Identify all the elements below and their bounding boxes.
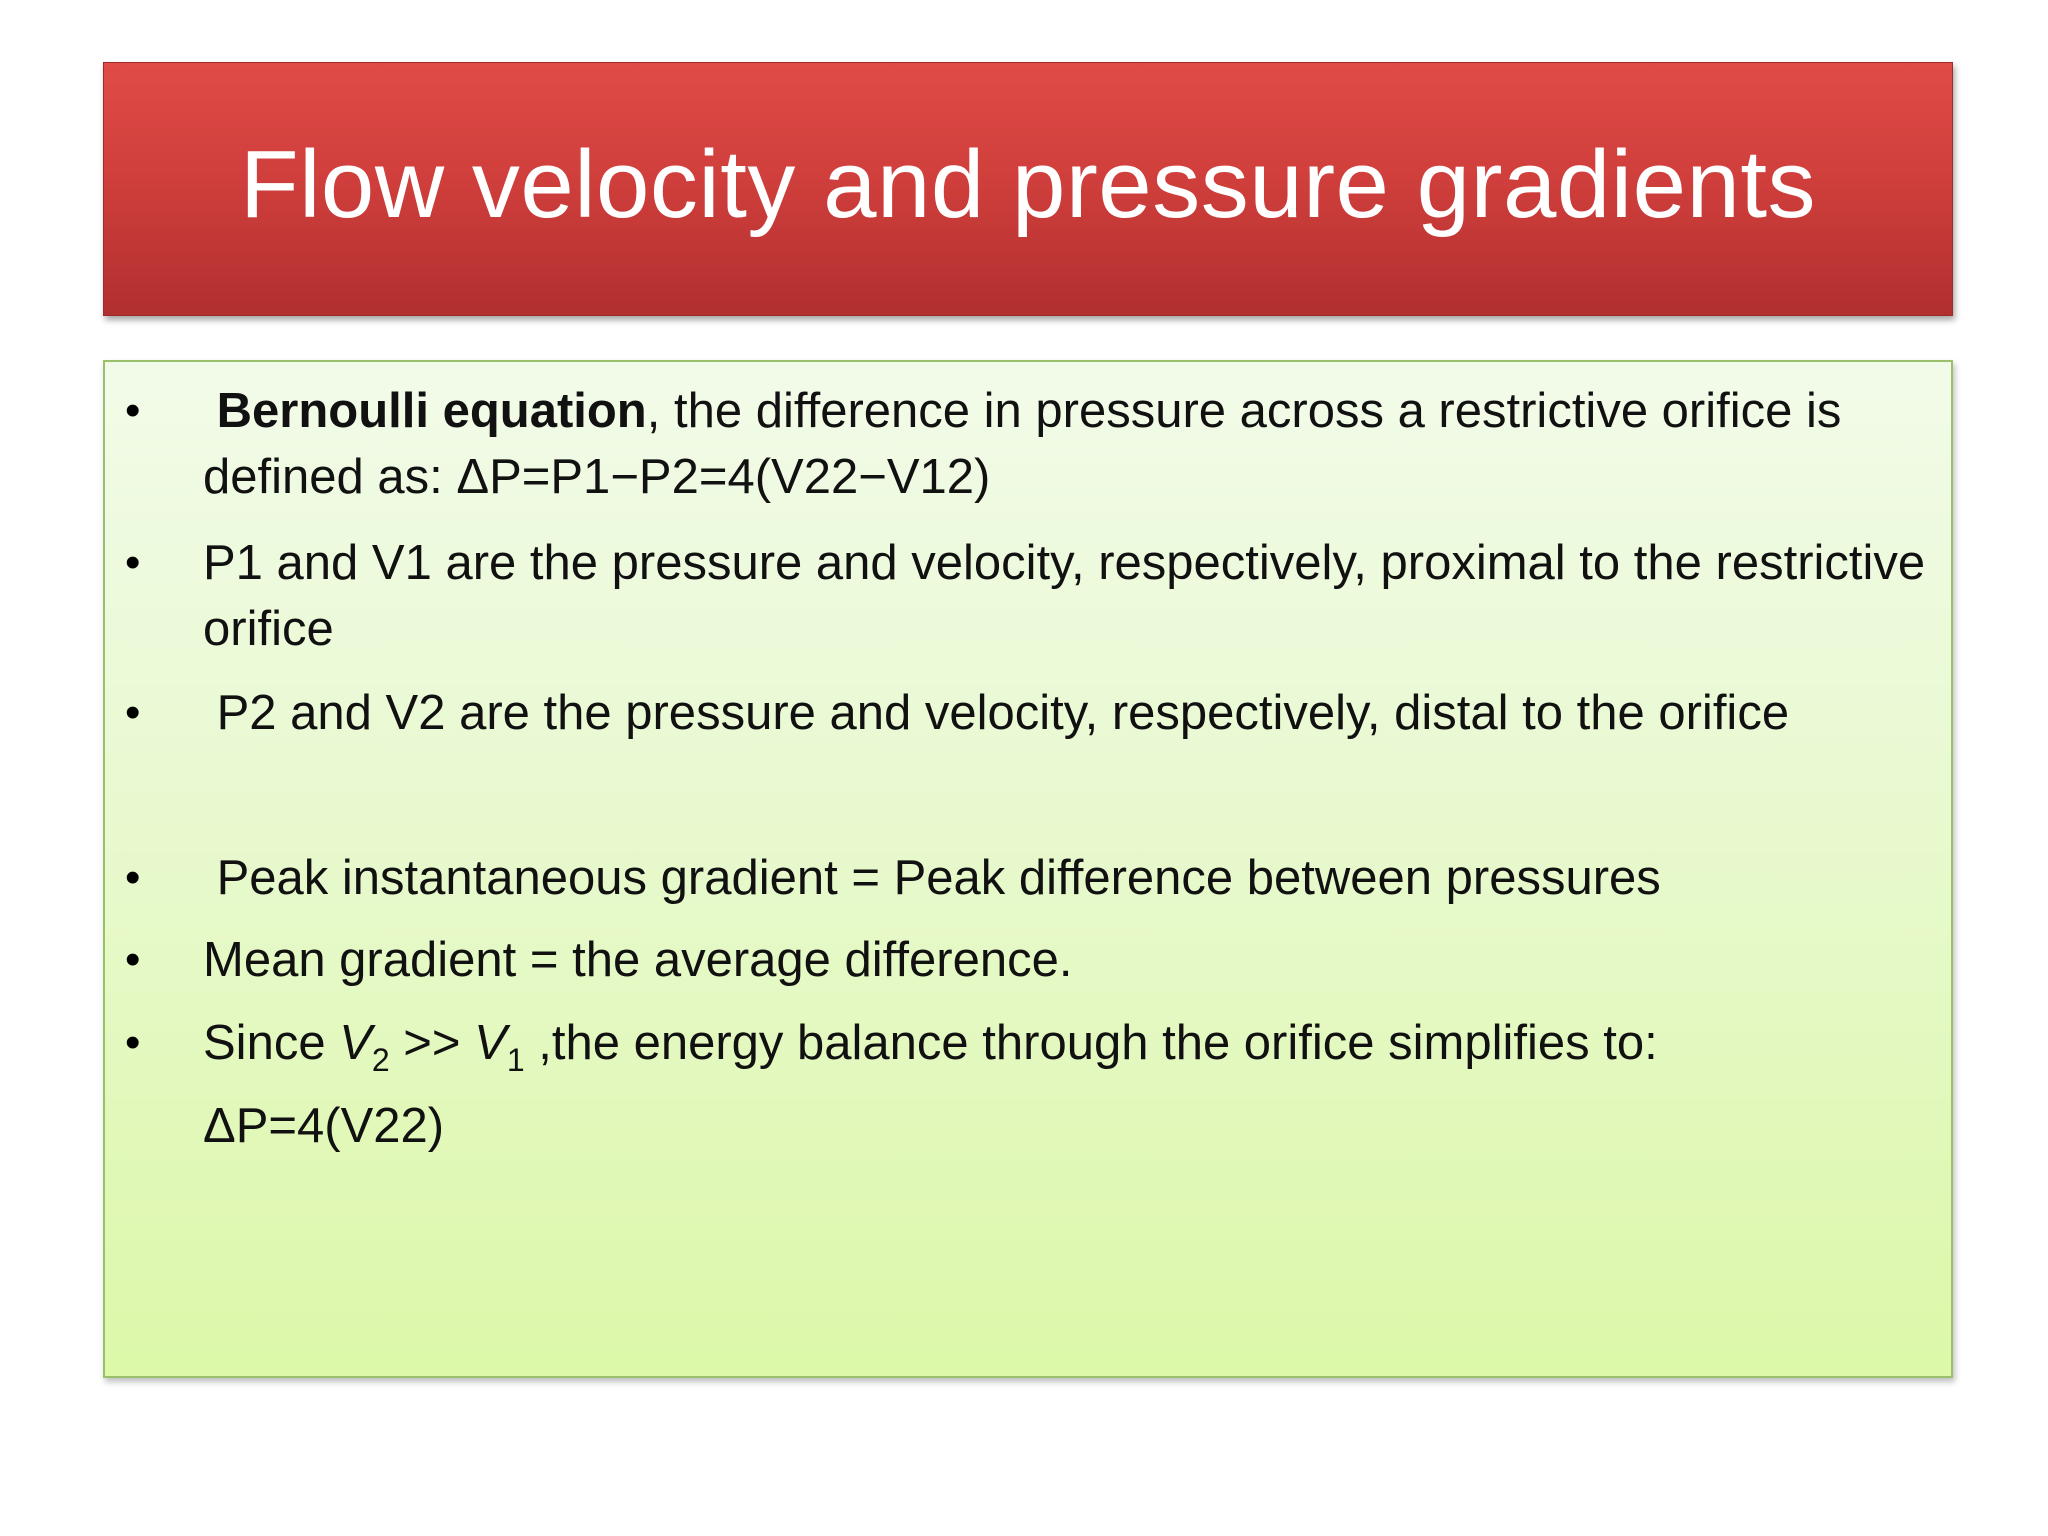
slide-title-bar (103, 62, 1953, 316)
bullet-text: P2 and V2 are the pressure and velocity, respectively, distal to the orifice (203, 686, 1790, 740)
bullet-body: ,the energy balance through the orifice simplifies to: ΔP=4(V22) (203, 1016, 1658, 1153)
bullet-dot-icon: • (125, 1018, 141, 1067)
bullet-text (203, 378, 1933, 510)
variable-v2 (339, 1016, 390, 1078)
bullet-text (203, 1010, 1763, 1159)
slide-content-box (103, 360, 1953, 1378)
bullet-prefix: Since (203, 1016, 340, 1070)
slide-title: Flow velocity and pressure gradients (239, 131, 1817, 238)
bullet-bold-term: Bernoulli equation (216, 384, 647, 438)
variable-v1 (474, 1016, 525, 1078)
bullet-dot-icon: • (125, 386, 141, 435)
bullet-dot-icon: • (125, 853, 141, 902)
variable-v1-letter: V (474, 1016, 507, 1070)
bullet-text: Mean gradient = the average difference. (203, 933, 1073, 987)
bullet-dot-icon: • (125, 935, 141, 984)
bullet-text: Peak instantaneous gradient = Peak difference between pressures (203, 851, 1661, 905)
bullet-body: , the difference in pressure across a restrictive orifice is defined as: ΔP=P1−P2=4(V22−V12) (203, 384, 1842, 504)
bullet-dot-icon: • (125, 688, 141, 737)
variable-v2-letter: V (339, 1016, 372, 1070)
variable-v2-subscript: 2 (371, 1042, 390, 1078)
bullet-mid: >> (389, 1016, 475, 1070)
bullet-dot-icon: • (125, 538, 141, 587)
bullet-text: P1 and V1 are the pressure and velocity, respectively, proximal to the restrictive orifice (203, 536, 1926, 656)
variable-v1-subscript: 1 (506, 1042, 525, 1078)
